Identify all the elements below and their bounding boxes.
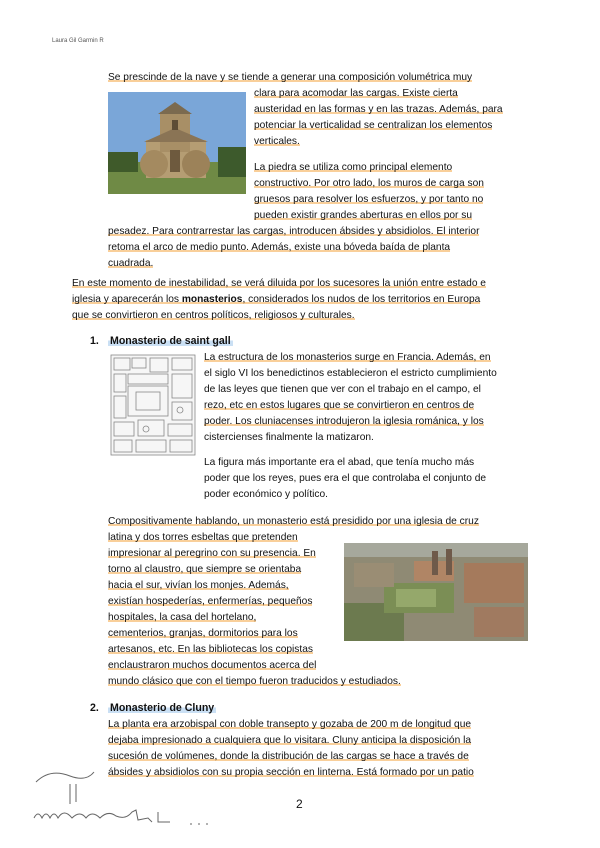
para2-line-1: En este momento de inestabilidad, se verá diluida por los sucesores la unión entre estado e: [72, 278, 486, 289]
section1-a-line-6: cistercienses finalmente la matizaron.: [204, 432, 374, 443]
section1-c-line-1: Compositivamente hablando, un monasterio está presidido por una iglesia de cruz: [108, 516, 479, 527]
section1-c-line-7: hospitales, la casa del hortelano,: [108, 612, 257, 623]
section1-number: 1.: [90, 335, 99, 347]
section1-c-line-10: enclaustraron muchos documentos acerca del: [108, 660, 317, 671]
handwritten-scribble: [30, 762, 230, 832]
saint-gall-plan: [110, 354, 196, 456]
section2-title: Monasterio de Cluny: [110, 702, 215, 714]
section2-heading: [90, 702, 216, 714]
section1-b-line-3: poder económico y político.: [204, 489, 329, 500]
intro-line-9: pueden existir grandes aberturas en ellos por su: [254, 210, 473, 221]
section1-c-line-5: hacia el sur, vivían los monjes. Además,: [108, 580, 289, 591]
intro-line-8: gruesos para resolver los esfuerzos, y por tanto no: [254, 194, 484, 205]
section2-line-3: sucesión de volúmenes, donde la distribución de las cargas se hace a través de: [108, 751, 469, 762]
section1-c-line-9: artesanos, etc. En las bibliotecas los copistas: [108, 644, 313, 655]
author-name: Laura Gil Garmin R: [52, 38, 104, 44]
section1-b-line-1: La figura más importante era el abad, que tenía mucho más: [204, 457, 475, 468]
intro-line-4: potenciar la verticalidad se centralizan los elementos: [254, 120, 493, 131]
section1-b-line-2: poder que los reyes, pues era el que controlaba el conjunto de: [204, 473, 487, 484]
section2-number: 2.: [90, 702, 99, 714]
section1-title: Monasterio de saint gall: [110, 335, 231, 347]
intro-line-6: La piedra se utiliza como principal elemento: [254, 162, 453, 173]
section1-a-line-2: el siglo VI los benedictinos establecieron el estricto cumplimiento: [204, 368, 497, 379]
section1-a-line-1: La estructura de los monasterios surge en Francia. Además, en: [204, 352, 491, 363]
section2-line-4: ábsides y absidiolos con su propia sección en linterna. Está formado por un patio: [108, 767, 474, 778]
section1-a-line-4: rezo, etc en estos lugares que se convirtieron en centros de: [204, 400, 475, 411]
section1-c-line-11: mundo clásico que con el tiempo fueron traducidos y estudiados.: [108, 676, 401, 687]
intro-line-5: verticales.: [254, 136, 300, 147]
intro-line-3: austeridad en las formas y en las trazas. Además, para: [254, 104, 503, 115]
section2-line-1: La planta era arzobispal con doble transepto y gozaba de 200 m de longitud que: [108, 719, 472, 730]
section1-heading: [90, 335, 233, 347]
intro-line-10: pesadez. Para contrarrestar las cargas, introducen ábsides y absidiolos. El interior: [108, 226, 480, 237]
intro-line-7: constructivo. Por otro lado, los muros de carga son: [254, 178, 484, 189]
intro-line-11: retoma el arco de medio punto. Además, existe una bóveda baída de planta: [108, 242, 451, 253]
para2-line-3: que se convirtieron en centros políticos, religiosos y culturales.: [72, 310, 355, 321]
para2-line-2: iglesia y aparecerán los monasterios, considerados los nudos de los territorios en Europa: [72, 294, 481, 305]
intro-line-2: clara para acomodar las cargas. Existe cierta: [254, 88, 458, 99]
section1-c-line-4: torno al claustro, que siempre se orientaba: [108, 564, 302, 575]
church-photo: [108, 92, 246, 194]
intro-line-12: cuadrada.: [108, 258, 154, 269]
page-number: 2: [296, 797, 303, 811]
intro-line-1: Se prescinde de la nave y se tiende a generar una composición volumétrica muy: [108, 72, 473, 83]
section1-c-line-2: latina y dos torres esbeltas que pretenden: [108, 532, 298, 543]
section1-a-line-3: de las leyes que tienen que ver con el trabajo en el campo, el: [204, 384, 481, 395]
monasterios-keyword: monasterios: [181, 294, 243, 305]
aerial-monastery-photo: [344, 543, 528, 641]
section1-c-line-3: impresionar al peregrino con su presencia. En: [108, 548, 316, 559]
section2-line-2: dejaba impresionado a cualquiera que lo visitara. Cluny anticipa la disposición la: [108, 735, 472, 746]
section1-a-line-5: poder. Los cluniacenses introdujeron la iglesia románica, y los: [204, 416, 484, 427]
section1-c-line-8: cementerios, granjas, dormitorios para los: [108, 628, 298, 639]
section1-c-line-6: existían hospederías, enfermerías, pequeños: [108, 596, 313, 607]
